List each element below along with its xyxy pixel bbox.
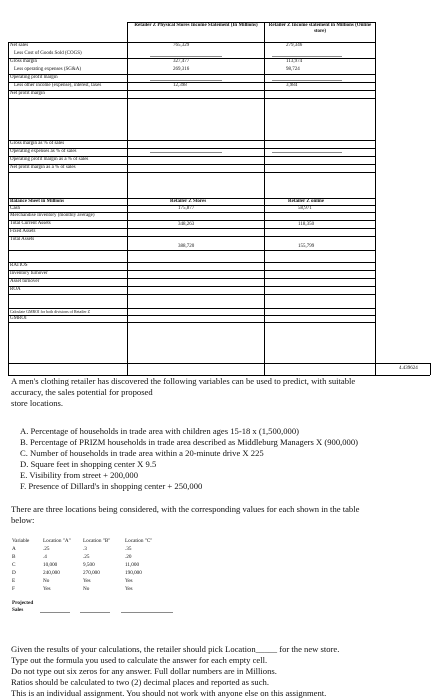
grid-line <box>8 262 375 263</box>
grid-line <box>8 322 375 323</box>
online-total-assets: 155,799 <box>298 244 315 249</box>
intro-line-2: accuracy, the sales potential for proposed <box>11 387 153 397</box>
grid-line <box>8 363 430 364</box>
row-label-sga: Less operating expenses (SG&A) <box>14 67 82 72</box>
locations-text-2: below: <box>11 515 35 525</box>
sales-label: Sales <box>12 607 24 613</box>
variable-f: F. Presence of Dillard's in shopping center + 250,000 <box>20 481 203 491</box>
projected-sales-c-blank[interactable] <box>121 612 173 613</box>
projected-label: Projected <box>12 600 34 606</box>
physical-sga: 269,316 <box>173 67 190 72</box>
grid-line <box>8 270 375 271</box>
row-label-npm-pct: Net profit margin as a % of sales <box>10 165 76 170</box>
table-cell: 11,000 <box>125 562 140 568</box>
location-table-header-variable: Variable <box>12 538 30 544</box>
operating-profit-physical-blank[interactable] <box>150 80 222 81</box>
row-label-cogs: Less Cost of Goods Sold (COGS) <box>14 51 82 56</box>
location-table-header-b: Location "B" <box>83 538 111 544</box>
cogs-physical-blank[interactable] <box>150 56 222 57</box>
location-table-header-c: Location "C" <box>125 538 153 544</box>
table-row-var: B <box>12 554 16 560</box>
row-label-asset-turnover: Asset turnover <box>10 279 40 284</box>
grid-line <box>8 42 375 43</box>
row-label-cash: Cash <box>10 206 20 211</box>
grid-line <box>430 363 431 375</box>
row-label-fixed-assets: Fixed Assets <box>10 229 36 234</box>
location-table-header-a: Location "A" <box>43 538 71 544</box>
table-row-var: E <box>12 578 16 584</box>
stores-total-assets: 388,720 <box>178 244 195 249</box>
grid-line <box>8 205 375 206</box>
stores-header: Retailer Z Stores <box>170 199 207 204</box>
table-cell: 240,000 <box>43 570 60 576</box>
opex-pct-online-blank[interactable] <box>272 152 342 153</box>
table-cell: 10,000 <box>43 562 58 568</box>
variable-c: C. Number of households in trade area within a 20-minute drive X 225 <box>20 448 264 458</box>
physical-gross-margin: 327,477 <box>173 59 190 64</box>
intro-line-1: A men's clothing retailer has discovered the following variables can be used to predict, with suitable <box>11 376 356 386</box>
operating-profit-online-blank[interactable] <box>272 80 342 81</box>
grid-line <box>8 278 375 279</box>
grid-line <box>8 42 9 375</box>
grid-line <box>8 294 375 295</box>
table-cell: .3 <box>83 546 87 552</box>
table-cell: .35 <box>125 546 132 552</box>
row-label-operating-profit: Operating profit margin <box>10 75 58 80</box>
physical-income-header: Retailer Z Physical Stores Income Statement (In Millions) <box>134 23 258 28</box>
variable-b: B. Percentage of PRIZM households in trade area described as Middleburg Managers X (900,000) <box>20 437 359 447</box>
row-label-gmroi: GMROI <box>10 316 27 321</box>
table-cell: 270,000 <box>83 570 100 576</box>
closing-line-4: Ratios should be calculated to two (2) decimal places and reported as such. <box>11 677 269 687</box>
table-row-var: A <box>12 546 16 552</box>
stores-current-assets: 348,263 <box>178 222 195 227</box>
grid-line <box>8 228 375 229</box>
row-label-opm-pct: Operating profit margin as a % of sales <box>10 157 89 162</box>
grid-line <box>8 98 375 99</box>
grid-line <box>8 58 375 59</box>
stores-cash: 175,877 <box>178 206 195 211</box>
row-label-inventory: Merchandise Inventory (monthly average) <box>10 213 95 218</box>
corner-value-cell[interactable]: 4.439624 <box>399 366 418 371</box>
table-cell: .25 <box>83 554 90 560</box>
closing-line-2: Type out the formula you used to calculate the answer for each empty cell. <box>11 655 268 665</box>
table-cell: .4 <box>43 554 47 560</box>
online-current-assets: 118,350 <box>298 222 315 227</box>
grid-line <box>8 220 375 221</box>
row-label-gross-margin: Gross margin <box>10 59 37 64</box>
opex-pct-physical-blank[interactable] <box>150 152 222 153</box>
table-row-var: D <box>12 570 16 576</box>
table-row-var: F <box>12 586 15 592</box>
projected-sales-b-blank[interactable] <box>80 612 110 613</box>
intro-line-3: store locations. <box>11 398 64 408</box>
table-cell: Yes <box>125 586 133 592</box>
online-other-income: 3,984 <box>286 83 298 88</box>
ratios-title: RATIOS <box>10 263 28 268</box>
grid-line <box>8 236 375 237</box>
variable-e: E. Visibility from street + 200,000 <box>20 470 139 480</box>
online-net-sales: 279,346 <box>286 43 303 48</box>
grid-line <box>8 250 375 251</box>
grid-line <box>8 172 375 173</box>
table-cell: 9,500 <box>83 562 95 568</box>
row-label-current-assets: Total Current Assets <box>10 221 51 226</box>
row-label-roa: ROA <box>10 287 21 292</box>
row-label-total-assets: Total Assets <box>10 237 35 242</box>
gmroi-note: Calculate GMROI for both divisions of Retailer Z <box>10 309 91 314</box>
physical-other-income: 12,398 <box>173 83 187 88</box>
row-label-other-income: Less other income (expense), interest, taxes <box>14 83 102 88</box>
online-header: Retailer Z online <box>288 199 325 204</box>
table-cell: No <box>43 578 50 584</box>
grid-line <box>375 22 376 375</box>
grid-line <box>8 90 375 91</box>
grid-line <box>8 286 375 287</box>
variable-a: A. Percentage of households in trade area with children ages 15-18 x (1,500,000) <box>20 426 299 436</box>
online-cash: 58,971 <box>298 206 312 211</box>
online-income-header: Retailer Z Income statement in Millions (Online store) <box>268 23 372 34</box>
table-cell: No <box>83 586 90 592</box>
variable-d: D. Square feet in shopping center X 9.5 <box>20 459 157 469</box>
grid-line <box>8 315 375 316</box>
physical-net-sales: 765,329 <box>173 43 190 48</box>
locations-text-1: There are three locations being considered, with the corresponding values for each shown in the table <box>11 504 360 514</box>
row-label-net-profit: Net profit margin <box>10 91 45 96</box>
closing-line-5: This is an individual assignment. You should not work with anyone else on this assignment. <box>11 688 327 698</box>
table-cell: .25 <box>43 546 50 552</box>
row-label-gm-pct: Gross margin as % of sales <box>10 141 65 146</box>
row-label-inventory-turnover: Inventory turnover <box>10 271 48 276</box>
table-row-var: C <box>12 562 16 568</box>
row-label-opex-pct: Operating expenses as % of sales <box>10 149 77 154</box>
table-cell: Yes <box>125 578 133 584</box>
table-cell: .20 <box>125 554 132 560</box>
projected-sales-a-blank[interactable] <box>40 612 70 613</box>
table-cell: Yes <box>83 578 91 584</box>
balance-sheet-title: Balance Sheet in Millions <box>10 199 65 204</box>
table-cell: 190,000 <box>125 570 142 576</box>
closing-line-1: Given the results of your calculations, the retailer should pick Location_____ for the new store. <box>11 644 340 654</box>
table-cell: Yes <box>43 586 51 592</box>
closing-line-3: Do not type out six zeros for any answer. Full dollar numbers are in Millions. <box>11 666 277 676</box>
grid-line <box>8 74 375 75</box>
cogs-online-blank[interactable] <box>272 56 342 57</box>
online-sga: 98,724 <box>286 67 300 72</box>
online-gross-margin: 113,974 <box>286 59 303 64</box>
row-label-net-sales: Net sales <box>10 43 29 48</box>
